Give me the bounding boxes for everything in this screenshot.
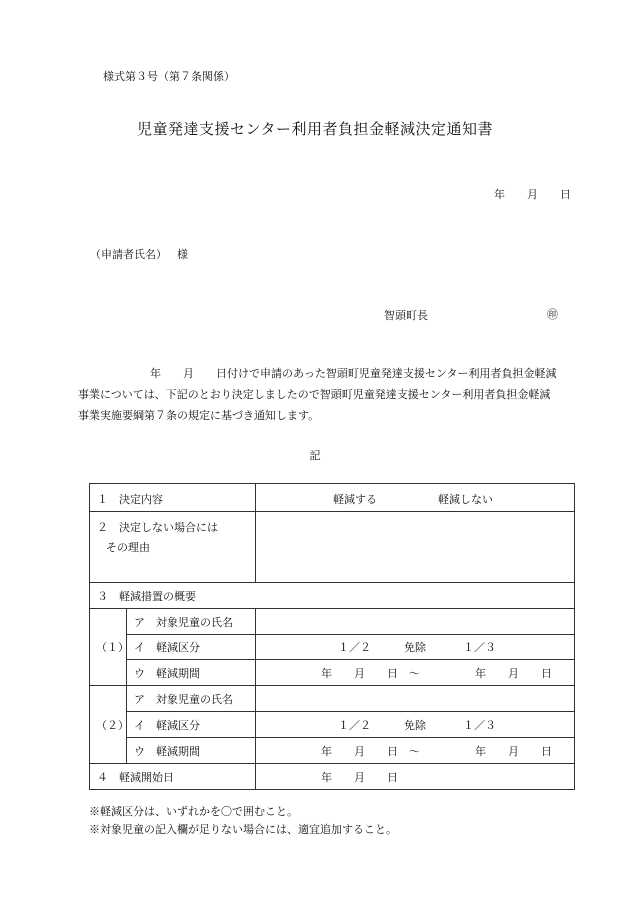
table-rule [90, 763, 574, 764]
row-overview-label: ３ 軽減措置の概要 [97, 590, 196, 603]
form-number: 様式第３号（第７条関係） [103, 70, 235, 83]
group-1-period-value: 年 月 日 ～ 年 月 日 [321, 667, 552, 680]
group-2-category-third: １／３ [463, 719, 496, 732]
group-2-category-exempt: 免除 [404, 719, 426, 732]
date-year-label: 年 [494, 188, 505, 201]
table-rule [126, 737, 574, 738]
table-rule [90, 608, 574, 609]
note-2: ※対象児童の記入欄が足りない場合には、適宜追加すること。 [89, 823, 397, 836]
body-paragraph-line-2: 事業については、下記のとおり決定しましたので智頭町児童発達支援センター利用者負担金軽減 [78, 388, 551, 401]
recipient-line [90, 246, 188, 262]
table-rule [126, 608, 127, 763]
group-2-child-name-label: ア 対象児童の氏名 [134, 693, 233, 706]
group-2-period-value: 年 月 日 ～ 年 月 日 [321, 745, 552, 758]
table-rule [90, 685, 574, 686]
row-start-date-label: ４ 軽減開始日 [97, 771, 174, 784]
body-paragraph-line-1 [78, 365, 578, 381]
group-1-category-exempt: 免除 [404, 641, 426, 654]
group-2-category-label: イ 軽減区分 [134, 719, 200, 732]
group-2-period-label: ウ 軽減期間 [134, 745, 200, 758]
table-rule [90, 582, 574, 583]
option-not-reduce: 軽減しない [438, 493, 493, 506]
recipient-label: （申請者氏名） [90, 248, 167, 261]
group-1-index: （１） [96, 641, 129, 654]
row-start-date-value: 年 月 日 [321, 771, 398, 784]
group-2-category-half: １／２ [338, 719, 371, 732]
option-reduce: 軽減する [333, 493, 377, 506]
ki-heading: 記 [309, 449, 321, 462]
body-year-label: 年 [150, 367, 161, 380]
table-rule [90, 511, 574, 512]
seal-mark: ㊞ [547, 308, 558, 321]
table-rule [126, 711, 574, 712]
date-day-label: 日 [560, 188, 571, 201]
table-rule [126, 659, 574, 660]
note-1: ※軽減区分は、いずれかを〇で囲むこと。 [89, 805, 298, 818]
body-month-label: 月 [183, 367, 194, 380]
group-1-category-half: １／２ [338, 641, 371, 654]
row-reason-label-2: その理由 [106, 541, 150, 554]
table-rule [255, 484, 256, 582]
decision-table [89, 483, 575, 790]
row-decision-label: １ 決定内容 [97, 493, 163, 506]
document-title: 児童発達支援センター利用者負担金軽減決定通知書 [137, 120, 493, 138]
group-1-category-third: １／３ [463, 641, 496, 654]
group-2-index: （２） [96, 719, 129, 732]
row-reason-label: ２ 決定しない場合には [97, 521, 218, 534]
body-paragraph-line-3: 事業実施要綱第７条の規定に基づき通知します。 [78, 409, 320, 422]
issue-date [494, 186, 571, 202]
table-rule [126, 634, 574, 635]
group-1-category-label: イ 軽減区分 [134, 641, 200, 654]
body-line-1-text: 日付けで申請のあった智頭町児童発達支援センター利用者負担金軽減 [216, 367, 557, 380]
notes [89, 803, 397, 839]
table-rule [255, 608, 256, 790]
recipient-honorific: 様 [177, 248, 188, 261]
issuer-name: 智頭町長 [384, 309, 428, 322]
group-1-child-name-label: ア 対象児童の氏名 [134, 616, 233, 629]
group-1-period-label: ウ 軽減期間 [134, 667, 200, 680]
date-month-label: 月 [527, 188, 538, 201]
